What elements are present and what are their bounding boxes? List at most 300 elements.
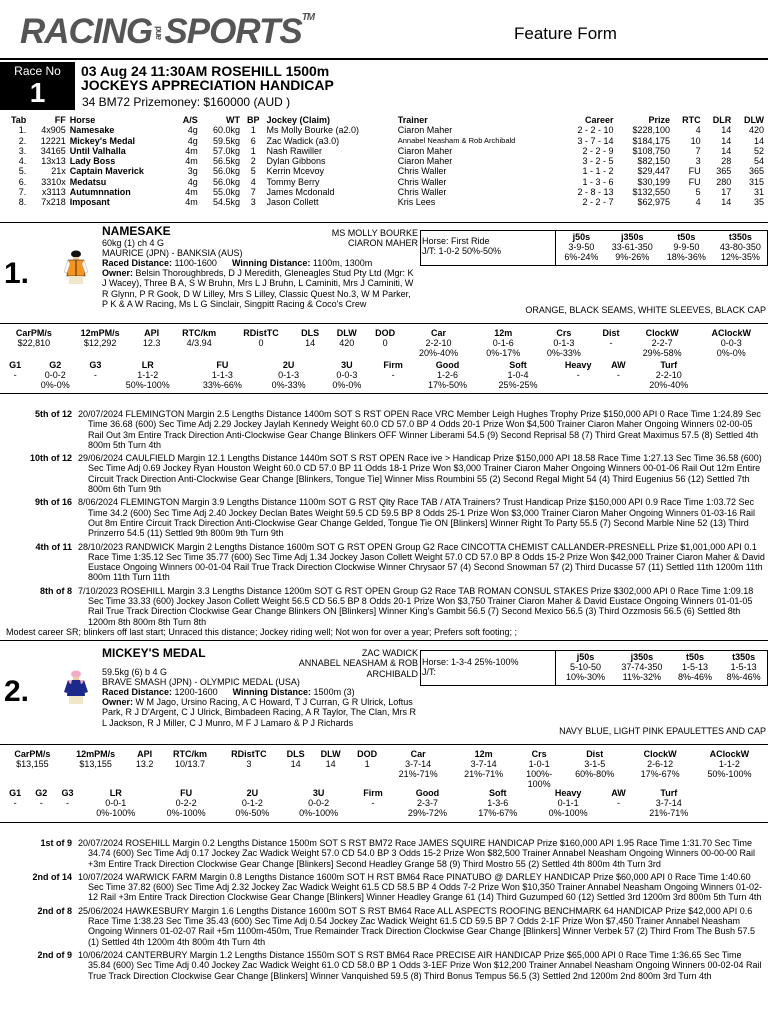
stat-cell — [82, 380, 108, 390]
stat-cell: 50%-100% — [707, 769, 752, 779]
form-run — [4, 542, 766, 583]
form-runs — [4, 838, 766, 984]
stat-cell: 17%-50% — [428, 380, 468, 390]
stat-cell: 3-7-14 — [470, 759, 497, 769]
stat-cell: 17%-67% — [478, 808, 518, 818]
stat-cell: 10/13.7 — [174, 759, 205, 769]
stat-cell: 1-1-2 — [137, 370, 159, 380]
table-cell: 13x13 — [41, 156, 66, 167]
table-cell: 35 — [753, 197, 764, 208]
table-cell: 7 — [250, 187, 256, 198]
column-header: Jockey (Claim) — [266, 115, 330, 125]
stat-cell: DOD — [375, 328, 396, 338]
stat-cell: Soft — [509, 360, 527, 370]
stat-cell: 9%-26% — [615, 252, 650, 262]
table-cell: 56.5kg — [212, 156, 240, 167]
stat-cell: RTC/km — [172, 749, 207, 759]
stat-cell: 1-1-3 — [211, 370, 233, 380]
table-cell: Dylan Gibbons — [266, 156, 326, 167]
stat-cell: 0%-100% — [96, 808, 136, 818]
stat-cell: 100%- — [526, 769, 553, 779]
table-cell: 2 — [250, 156, 256, 167]
column-header: DLW — [744, 115, 764, 125]
stat-row — [2, 759, 766, 769]
run-text: 8/06/2024 FLEMINGTON Margin 3.9 Lengths Distance 1100m SOT G RST Qlty Race TAB / ATA Trainers? Trust Handicap Prize $150,000 API 0.9 Race Time 1:03.72 Sec Time 34.2 (600) Sec Time Adj 2.40 Jockey Declan Bates Weight 59.5 CD 59.5 BP 8 Odds 25-1 Prize Won $3,000 Trainer Ciaron Maher Ongoing Winners 01-03-16 Rail Out 8m Entire Circuit Track Direction Anti-Clockwise Gear Change Gelded, Tongue Tie ON [Blinkers] Winner Right To Party 55.5 (7) Second Marble Nine 52 (13) Third Prinzerro 54.5 (11) Settled 9th 800m 9th Turn 9th — [78, 497, 756, 539]
jt-stats-table — [558, 652, 768, 682]
table-cell: 365 — [748, 166, 764, 177]
stat-cell — [135, 348, 169, 358]
stat-cell: AClockW — [711, 328, 751, 338]
logo: RACINGandSPORTS™ — [20, 12, 315, 51]
table-cell: 5 — [250, 166, 256, 177]
stat-cell — [553, 380, 603, 390]
table-cell: 12221 — [40, 135, 66, 146]
stat-cell: 0-1-2 — [241, 798, 263, 808]
table-cell: Annabel Neasham & Rob Archibald — [397, 135, 516, 145]
stat-cell: Dist — [586, 749, 604, 759]
column-header: WT — [226, 115, 240, 125]
stat-cell: 0%-100% — [299, 808, 339, 818]
table-cell: Ciaron Maher — [397, 125, 453, 136]
table-row — [2, 146, 766, 156]
stat-cell: 3-7-14 — [405, 759, 432, 769]
stat-row — [2, 328, 766, 338]
stat-cell: - — [13, 798, 17, 808]
horse-ride-stat: Horse: 1-3-4 25%-100% — [422, 657, 519, 667]
table-header-row — [2, 115, 766, 125]
divider — [0, 222, 768, 223]
stat-row — [558, 242, 768, 252]
table-cell: Medatsu — [69, 176, 107, 187]
table-cell: Zac Wadick (a3.0) — [266, 135, 340, 146]
divider — [0, 744, 768, 745]
stat-cell: 0-0-3 — [720, 338, 742, 348]
horse-number: 2. — [4, 675, 30, 708]
stat-cell: Heavy — [554, 788, 582, 798]
stat-cell: - — [13, 370, 17, 380]
table-cell: $29,447 — [637, 166, 671, 177]
stat-cell — [603, 380, 633, 390]
stat-cell: 25%-25% — [498, 380, 538, 390]
jt-stat: J/T: — [422, 667, 437, 677]
stat-cell: 100% — [527, 779, 551, 789]
stat-cell — [354, 808, 392, 818]
stat-row — [2, 360, 704, 370]
table-cell: 8. — [18, 197, 27, 208]
stat-cell: - — [39, 798, 43, 808]
stat-cell: G1 — [9, 788, 22, 798]
jt-stats-table — [558, 232, 768, 262]
race-subtitle: 34 BM72 Prizemoney: $160000 (AUD ) — [82, 95, 291, 109]
table-cell: 1 - 3 - 6 — [582, 176, 614, 187]
run-text: 29/06/2024 CAULFIELD Margin 12.1 Lengths Distance 1440m SOT S RST OPEN Race ive > Handicap Prize $150,000 API 18.58 Race Time 1:27.13 Sec Time 36.58 (600) Sec Time Adj 0.69 Jockey Ryan Houston Weight 60.0 CD 57.0 BP 11 Odds 18-1 Prize Won $3,000 Trainer Ciaron Maher Ongoing Winners 00-01-06 Rail Out 12m Entire Circuit Track Direction Anti-Clockwise Gear Change [Blinkers, Tongue Tie] Winner Miss Roumbini 55 (2) Second Regal Might 54 (4) Third Eugenius 56 (12) Settled 7th 800m 6th Turn 9th — [78, 453, 762, 495]
table-cell: James Mcdonald — [266, 187, 335, 198]
stat-cell: 1-1-2 — [718, 759, 740, 769]
race-number-box — [0, 62, 75, 110]
run-text: 20/07/2024 ROSEHILL Margin 0.2 Lengths Distance 1500m SOT S RST BM72 Race JAMES SQUIRE HANDICAP Prize $160,000 API 1.95 Race Time 1:31.70 Sec Time 34.74 (600) Sec Time Adj 0.17 Jockey Zac Wadick Weight 57.0 CD 54.0 BP 3 Odds 15-2 Prize Won $82,500 Trainer Annabel Neasham Ongoing Winners 00-00-00 Rail +3m Entire Track Direction Clockwise Gear Change [Blinkers] Second Headley Grange 58 (9) Third Mostro 55 (2) Settled 4th 800m 4th Turn 3rd — [78, 838, 756, 869]
run-text: 28/10/2023 RANDWICK Margin 2 Lengths Distance 1600m SOT G RST OPEN Group G2 Race CINCOTTA CHEMIST CALLANDER-PRESNELL Prize $1,001,000 API 0.1 Race Time 1:35.12 Sec Time 35.77 (600) Sec Time Adj 1.34 Jockey Jason Collett Weight 57.0 CD 57.0 BP 8 Odds 15-2 Prize Won $42,000 Trainer Ciaron Maher & David Eustace Ongoing Winners 00-01-04 Rail True Track Direction Clockwise Winner Chrysaor 57 (4) Second Snowman 57 (2) Third Ducasse 57 (11) Settled 11th 1200m 11th 800m 11th Turn 11th — [78, 541, 765, 583]
table-cell: 7x218 — [41, 197, 66, 208]
jockey-silks-icon — [64, 670, 88, 706]
table-row — [2, 156, 766, 166]
table-row — [2, 136, 766, 146]
table-cell: 4g — [187, 125, 198, 136]
stat-cell: 2-3-7 — [416, 798, 438, 808]
table-cell: 5 — [695, 187, 701, 198]
stat-row — [2, 749, 766, 759]
table-cell: $62,975 — [637, 197, 671, 208]
table-cell: Lady Boss — [69, 156, 116, 167]
table-cell: Mickey's Medal — [69, 135, 135, 146]
table-row — [2, 187, 766, 197]
stat-cell: - — [371, 798, 375, 808]
table-cell: 3 — [250, 197, 256, 208]
stat-cell: 14 — [290, 759, 301, 769]
table-cell: 1 — [250, 145, 256, 156]
stat-cell — [312, 769, 349, 779]
table-cell: 4m — [185, 145, 198, 156]
table-row — [2, 125, 766, 135]
table-cell: 365 — [716, 166, 732, 177]
column-header: Career — [585, 115, 614, 125]
stat-cell: ClockW — [643, 749, 677, 759]
table-cell: Chris Waller — [397, 166, 447, 177]
stat-cell — [66, 348, 135, 358]
run-position: 9th of 16 — [34, 497, 72, 508]
class-stats-table — [2, 360, 704, 390]
form-run — [4, 497, 766, 538]
table-cell: x3113 — [41, 187, 66, 198]
race-title-line2: JOCKEYS APPRECIATION HANDICAP — [81, 77, 334, 93]
stat-cell: DLS — [286, 749, 305, 759]
table-cell: 3 — [695, 156, 701, 167]
stat-cell: CarPM/s — [14, 749, 51, 759]
table-cell: 56.0kg — [212, 166, 240, 177]
table-cell: Ciaron Maher — [397, 145, 453, 156]
stat-row — [2, 370, 704, 380]
form-run — [4, 409, 766, 450]
career-stats-table — [2, 328, 766, 358]
stat-cell — [603, 808, 633, 818]
stat-cell: 3 — [246, 759, 252, 769]
stat-cell: G2 — [35, 788, 48, 798]
stat-cell: $13,155 — [16, 759, 49, 769]
table-cell: 14 — [721, 135, 732, 146]
jt-stat: J/T: 1-0-2 50%-50% — [422, 246, 502, 256]
table-cell: $228,100 — [632, 125, 671, 136]
stat-cell: 12mPM/s — [80, 328, 120, 338]
run-text: 25/06/2024 HAWKESBURY Margin 1.6 Lengths Distance 1600m SOT S RST BM64 Race ALL ASPECTS ROOFING BENCHMARK 64 HANDICAP Prize $42,000 API 0.6 Race Time 1:38.23 Sec Time 35.43 (600) Sec Time Adj 0.54 Jockey Zac Wadick Weight 61.5 CD 59.5 BP 7 Odds 2-1F Prize Won $7,450 Trainer Annabel Neasham Ongoing Winners 01-02-07 Rail +5m 1100m-450m, True Remainder Track Direction Clockwise Gear Change [Blinkers] Winner Verbek 57 (2) Third From The Bush 57.5 (1) Settled 4th 1200m 4th 800m 4th Turn 4th — [78, 905, 756, 947]
stat-cell: j50s — [576, 652, 595, 662]
table-cell: 4g — [187, 135, 198, 146]
stat-cell: 12m — [474, 749, 493, 759]
stat-cell: 1-3-6 — [487, 798, 509, 808]
table-row — [2, 166, 766, 176]
stat-cell — [63, 769, 128, 779]
stat-cell: 1-2-6 — [437, 370, 459, 380]
table-cell: 3g — [187, 166, 198, 177]
stat-cell: G2 — [49, 360, 62, 370]
stat-cell — [230, 348, 293, 358]
form-run — [4, 872, 766, 903]
stat-cell: 1-5-13 — [681, 662, 708, 672]
table-cell: 59.5kg — [212, 135, 240, 146]
stat-cell: 29%-72% — [407, 808, 447, 818]
table-cell: $108,750 — [632, 145, 671, 156]
table-cell: 2 - 8 - 13 — [577, 187, 614, 198]
table-cell: 4 — [250, 176, 256, 187]
stat-cell: $22,810 — [17, 338, 51, 348]
form-run — [4, 950, 766, 981]
stat-cell: 60%-80% — [575, 769, 615, 779]
run-position: 4th of 11 — [35, 541, 72, 552]
table-cell: 1 — [250, 125, 256, 136]
run-position: 2nd of 14 — [32, 871, 72, 882]
table-cell: 55.0kg — [212, 187, 240, 198]
stat-cell: 1 — [364, 759, 370, 769]
stat-cell — [594, 348, 628, 358]
stat-cell: 0-1-3 — [278, 370, 300, 380]
table-cell: Kris Lees — [397, 197, 436, 208]
stat-cell: t350s — [728, 232, 752, 242]
stat-cell — [169, 348, 230, 358]
stat-cell: 2-2-10 — [655, 370, 682, 380]
stat-cell: 20%-40% — [649, 380, 689, 390]
stat-cell: 6%-24% — [564, 252, 599, 262]
column-header: Prize — [648, 115, 671, 125]
table-cell: 6. — [18, 176, 27, 187]
column-header: DLR — [712, 115, 732, 125]
table-cell: 17 — [721, 187, 732, 198]
table-cell: 14 — [721, 197, 732, 208]
table-cell: 4m — [185, 197, 198, 208]
stat-cell: 20%-40% — [419, 348, 459, 358]
divider — [0, 393, 768, 394]
table-cell: Chris Waller — [397, 176, 447, 187]
stat-cell: 8%-46% — [726, 672, 761, 682]
stat-cell: 10%-30% — [566, 672, 606, 682]
stat-cell: 17%-67% — [640, 769, 680, 779]
divider — [0, 822, 768, 823]
stat-cell — [219, 769, 279, 779]
stat-cell: 2-6-12 — [647, 759, 674, 769]
stat-cell: j350s — [630, 652, 654, 662]
table-cell: Autumnnation — [69, 187, 131, 198]
stat-cell: 0-1-3 — [553, 338, 575, 348]
stat-cell — [279, 769, 312, 779]
stat-cell: 3-9-50 — [568, 242, 595, 252]
jockey-name: ZAC WADICK ANNABEL NEASHAM & ROB ARCHIBALD — [298, 648, 418, 679]
column-header: Trainer — [397, 115, 428, 125]
jockey-name: MS MOLLY BOURKE CIARON MAHER — [331, 228, 418, 249]
stat-cell: t50s — [685, 652, 704, 662]
horse-number: 1. — [4, 257, 30, 290]
stat-cell: 37-74-350 — [621, 662, 663, 672]
stat-cell: 5-10-50 — [570, 662, 602, 672]
stat-cell: 13.2 — [135, 759, 154, 769]
stat-cell: 18%-36% — [666, 252, 706, 262]
stat-cell: 0%-0% — [332, 380, 362, 390]
stat-cell: 0-0-3 — [336, 370, 358, 380]
stat-cell: - — [65, 798, 69, 808]
table-cell: 21x — [51, 166, 66, 177]
run-text: 20/07/2024 FLEMINGTON Margin 2.5 Lengths Distance 1400m SOT S RST OPEN Race VRC Member Leigh Hughes Trophy Prize $150,000 API 0 Race Time 1:24.89 Sec Time 36.68 (600) Sec Time Adj 2.29 Jockey Jaylah Kennedy Weight 60.0 CD 57.0 BP 4 Odds 20-1 Prize Won $4,500 Trainer Ciaron Maher Ongoing Winners 02-00-05 Rail Out 3m Entire Track Direction Anti-Clockwise Gear Change Blinkers OFF Winner Liberami 54.5 (9) Second Reprisal 58 (7) Third Great Maximus 57.5 (8) Settled 4th 800m 5th Turn 4th — [78, 409, 761, 450]
table-cell: 2. — [18, 135, 27, 146]
stat-cell: $13,155 — [79, 759, 112, 769]
race-title-line1: 03 Aug 24 11:30AM ROSEHILL 1500m — [81, 63, 330, 79]
table-cell: 4. — [18, 156, 27, 167]
table-cell: Captain Maverick — [69, 166, 144, 177]
stat-cell: j350s — [621, 232, 644, 242]
table-cell: $184,175 — [632, 135, 671, 146]
stat-cell: - — [609, 338, 613, 348]
horse-owner: Owner: Belsin Thoroughbreds, D J Meredith, Gleneagles Stud Pty Ltd (Mgr: K J Wacey), Three B A, S W Bruhn, Mrs L J Bruhn, L Caminiti, Mrs J Caminiti, W R Glynn, P R Gook, D W Lilley, Mrs S Lilley, Classic Quest No.3, W M Parker, P K & A W Racing, Ms L G Sinclair, Singpitt Racing & Coco's Crew — [102, 268, 414, 310]
stat-cell — [2, 769, 63, 779]
table-cell: 420 — [748, 125, 764, 136]
stat-cell — [54, 808, 80, 818]
stat-cell: 0-1-1 — [557, 798, 579, 808]
table-cell: $30,199 — [637, 176, 671, 187]
stat-cell: RDistTC — [243, 328, 279, 338]
table-cell: 3 - 2 - 5 — [582, 156, 614, 167]
table-cell: 4m — [185, 187, 198, 198]
stat-cell: 3-1-5 — [584, 759, 606, 769]
stat-cell: 0%-33% — [271, 380, 306, 390]
table-cell: Imposant — [69, 197, 110, 208]
field-table — [2, 115, 766, 208]
run-position: 2nd of 8 — [37, 905, 72, 916]
horse-owner: Owner: W M Jago, Ursino Racing, A C Howard, T J Curran, G R Ulrick, Loftus Park, R J D'Argent, C J Ulrick, Bimbadeen Racing, A R Taylor, The Clan, Mrs R L Jackson, R J Miller, C J Munro, M F J Lamaro & P J Richards — [102, 697, 416, 728]
stat-cell — [161, 769, 219, 779]
stat-cell — [366, 348, 404, 358]
stat-cell: Crs — [531, 749, 547, 759]
stat-cell: - — [576, 370, 580, 380]
run-position: 10th of 12 — [29, 453, 72, 464]
table-cell: Kerrin Mcevoy — [266, 166, 324, 177]
table-cell: 10 — [690, 135, 701, 146]
stat-cell: $12,292 — [83, 338, 117, 348]
form-run — [4, 838, 766, 869]
stat-cell: DOD — [357, 749, 378, 759]
form-runs — [4, 409, 766, 630]
stat-cell: Crs — [556, 328, 572, 338]
column-header: BP — [246, 115, 260, 125]
run-position: 1st of 9 — [40, 838, 72, 848]
horse-ride-stat: Horse: First Ride — [422, 236, 490, 246]
table-cell: 315 — [748, 176, 764, 187]
table-cell: 4x905 — [41, 125, 66, 136]
stat-cell: 33%-66% — [202, 380, 242, 390]
table-cell: 2 - 2 - 9 — [582, 145, 614, 156]
table-cell: 2 - 2 - 10 — [577, 125, 614, 136]
table-row — [2, 177, 766, 187]
column-header: Tab — [10, 115, 27, 125]
stat-row — [558, 252, 768, 262]
stat-cell: 3-7-14 — [655, 798, 682, 808]
stat-cell: 21%-71% — [649, 808, 689, 818]
table-cell: 1 - 1 - 2 — [582, 166, 614, 177]
run-position: 5th of 12 — [34, 409, 72, 419]
stat-cell: - — [616, 370, 620, 380]
racing-colours: ORANGE, BLACK SEAMS, WHITE SLEEVES, BLACK CAP — [525, 305, 766, 315]
stat-cell: LR — [109, 788, 122, 798]
stat-cell: 1-0-4 — [507, 370, 529, 380]
horse-info: 59.5kg (6) b 4 G — [102, 667, 168, 677]
stat-cell: 12.3 — [142, 338, 161, 348]
stat-cell — [374, 380, 412, 390]
table-cell: 5. — [18, 166, 27, 177]
column-header: FF — [54, 115, 66, 125]
stat-cell: j50s — [572, 232, 591, 242]
stat-row — [2, 788, 704, 798]
run-text: 10/07/2024 WARWICK FARM Margin 0.8 Lengths Distance 1600m SOT H RST BM64 Race PINATUBO @ DARLEY HANDICAP Prize $60,000 API 0 Race Time 1:40.60 Sec Time 37.82 (600) Sec Time Adj 2.32 Jockey Zac Wadick Weight 61.5 CD 58.5 BP 4 Odds 7-2 Prize Won $10,350 Trainer Annabel Neasham Ongoing Winners 01-02-12 Rail +3m Entire Track Direction Clockwise Gear Change [Blinkers] Winner Headley Grange 61 (14) Third Guzumped 60 (12) Settled 3rd 1200m 3rd 800m 5th Turn 4th — [78, 871, 763, 903]
table-cell: 280 — [716, 176, 732, 187]
stat-cell: 50%-100% — [125, 380, 170, 390]
stat-cell: 0-0-2 — [44, 370, 66, 380]
stat-cell — [128, 769, 161, 779]
horse-breeding: BRAVE SMASH (JPN) - OLYMPIC MEDAL (USA) — [102, 677, 300, 687]
table-cell: 3310x — [41, 176, 66, 187]
divider — [0, 58, 768, 60]
stat-cell: AW — [611, 788, 626, 798]
stat-cell: Car — [410, 749, 426, 759]
horse-distances: Raced Distance: 1200-1600 Winning Distance: 1500m (3) — [102, 687, 355, 697]
table-cell: 1. — [18, 125, 27, 136]
table-cell: 60.0kg — [212, 125, 240, 136]
race-number: 1 — [29, 76, 46, 108]
stat-cell: FU — [180, 788, 193, 798]
stat-cell — [2, 380, 28, 390]
stat-row — [2, 769, 766, 779]
table-cell: Ciaron Maher — [397, 156, 453, 167]
divider — [555, 230, 556, 266]
stat-cell: 2-2-7 — [651, 338, 673, 348]
table-cell: 7 — [695, 145, 701, 156]
stat-cell: 2-2-10 — [425, 338, 452, 348]
table-cell: 4m — [185, 156, 198, 167]
stat-cell: ClockW — [645, 328, 679, 338]
stat-cell: 1-0-1 — [528, 759, 550, 769]
divider — [0, 640, 768, 641]
stat-cell: DLW — [320, 749, 341, 759]
stat-cell: 43-80-350 — [719, 242, 761, 252]
stat-cell: 3U — [341, 360, 353, 370]
stat-cell: 420 — [339, 338, 355, 348]
table-cell: 3. — [18, 145, 27, 156]
stat-cell: Soft — [489, 788, 507, 798]
stat-cell — [2, 808, 28, 818]
stat-row — [558, 672, 768, 682]
stat-cell: CarPM/s — [15, 328, 52, 338]
stat-cell: 0%-0% — [40, 380, 70, 390]
stat-cell: Good — [435, 360, 460, 370]
stat-cell: 9-9-50 — [673, 242, 700, 252]
stat-cell: 11%-32% — [622, 672, 662, 682]
stat-cell: t50s — [677, 232, 696, 242]
stat-row — [558, 652, 768, 662]
stat-cell: FU — [216, 360, 229, 370]
stat-cell: 0-1-6 — [492, 338, 514, 348]
stat-cell: 0%-0% — [716, 348, 746, 358]
table-cell: 31 — [753, 187, 764, 198]
stat-cell: 0%-100% — [166, 808, 206, 818]
stat-cell: Dist — [602, 328, 620, 338]
horse-comment: Modest career SR; blinkers off last start; Unraced this distance; Jockey riding well; Not won for over a year; Prefers soft footing; ; — [6, 627, 518, 637]
stat-cell: G3 — [61, 788, 74, 798]
table-cell: 14 — [753, 135, 764, 146]
column-header: A/S — [182, 115, 198, 125]
stat-cell: 0%-17% — [486, 348, 521, 358]
